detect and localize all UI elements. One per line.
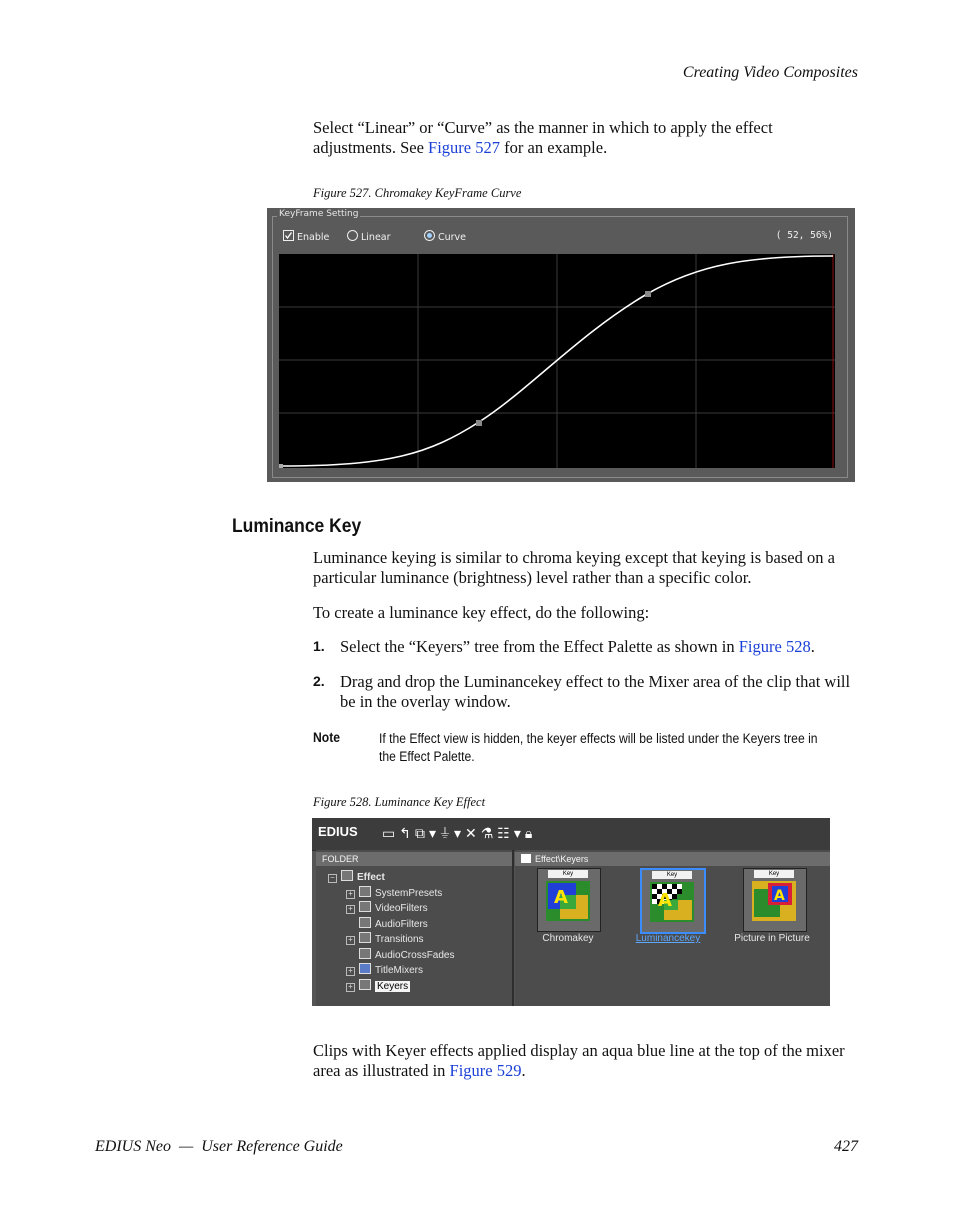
luminancekey-thumbnail-icon bbox=[650, 882, 694, 922]
checkbox-checked-icon bbox=[283, 230, 294, 241]
figure-527-link[interactable]: Figure 527 bbox=[428, 138, 500, 157]
curve-label: Curve bbox=[438, 232, 467, 243]
closing-text-after: . bbox=[521, 1061, 526, 1080]
effect-tag: Key bbox=[548, 870, 588, 878]
folder-icon bbox=[359, 917, 371, 928]
picture-in-picture-effect-tile[interactable] bbox=[743, 868, 807, 932]
tree-item-keyers[interactable] bbox=[328, 979, 454, 995]
footer-title: EDIUS Neo — User Reference Guide bbox=[95, 1138, 343, 1155]
intro-text-after: for an example. bbox=[500, 138, 608, 157]
expand-icon[interactable]: + bbox=[346, 967, 355, 976]
figure-529-link[interactable]: Figure 529 bbox=[449, 1061, 522, 1080]
keyframe-handle-1 bbox=[476, 420, 482, 426]
tree-item-label: VideoFilters bbox=[375, 903, 428, 914]
up-folder-icon[interactable]: ↰ bbox=[399, 826, 415, 842]
folder-icon bbox=[359, 948, 371, 959]
effect-icon[interactable]: ⚗ bbox=[480, 826, 498, 842]
folder-icon bbox=[359, 901, 371, 912]
path-header bbox=[515, 852, 830, 866]
delete-icon[interactable]: ✕ bbox=[465, 826, 481, 842]
luminancekey-label: Luminancekey bbox=[635, 933, 701, 944]
tree-item-videofilters[interactable] bbox=[328, 901, 454, 917]
step-1-text-before: Select the “Keyers” tree from the Effect Palette as shown in bbox=[340, 637, 739, 656]
svg-text:A: A bbox=[774, 888, 785, 904]
picture-in-picture-thumbnail-icon bbox=[752, 881, 796, 921]
closing-text-before: Clips with Keyer effects applied display an aqua blue line at the top of the mixer area as illustrated in bbox=[313, 1041, 845, 1080]
section-paragraph-1: Luminance keying is similar to chroma keying except that keying is based on a particular luminance (brightness) level rather than a specific color. bbox=[313, 548, 835, 587]
tree-item-effect[interactable] bbox=[328, 870, 454, 886]
linear-label: Linear bbox=[361, 232, 391, 243]
folder-view-icon[interactable]: ▭ bbox=[382, 826, 400, 842]
figure-528-link[interactable]: Figure 528 bbox=[738, 637, 811, 656]
running-head: Creating Video Composites bbox=[682, 64, 858, 81]
title-folder-icon bbox=[359, 963, 371, 974]
tree-item-audiofilters[interactable] bbox=[328, 917, 454, 933]
figure-528-caption: Figure 528. Luminance Key Effect bbox=[313, 795, 486, 809]
edius-logo: EDIUS bbox=[318, 824, 358, 839]
enable-label: Enable bbox=[297, 232, 330, 243]
effect-tag: Key bbox=[652, 871, 692, 879]
linear-radio[interactable] bbox=[347, 230, 391, 243]
svg-text:A: A bbox=[554, 887, 568, 908]
intro-paragraph bbox=[313, 118, 858, 158]
tree-item-titlemixers[interactable] bbox=[328, 963, 454, 979]
step-number: 2. bbox=[313, 673, 325, 689]
step-1-text-after: . bbox=[810, 637, 815, 656]
tree-item-label: AudioFilters bbox=[375, 918, 428, 930]
step-number: 1. bbox=[313, 638, 325, 654]
expand-icon[interactable]: + bbox=[346, 890, 355, 899]
keyframe-group-label: KeyFrame Setting bbox=[279, 209, 359, 219]
tree-item-systempresets[interactable] bbox=[328, 886, 454, 902]
view-mode-icon[interactable]: ☷▾ bbox=[497, 826, 525, 842]
folder-header: FOLDER bbox=[316, 852, 512, 866]
chromakey-effect-tile[interactable] bbox=[537, 868, 601, 932]
collapse-icon[interactable]: − bbox=[328, 874, 337, 883]
expand-icon[interactable]: + bbox=[346, 905, 355, 914]
enable-checkbox[interactable] bbox=[283, 230, 329, 243]
path-header-text: Effect\Keyers bbox=[535, 854, 589, 864]
tree-item-label: TitleMixers bbox=[375, 965, 423, 976]
keyframe-start-point bbox=[279, 464, 283, 468]
tree-item-label: Keyers bbox=[377, 980, 409, 992]
section-paragraph-2: To create a luminance key effect, do the following: bbox=[313, 603, 650, 622]
section-heading: Luminance Key bbox=[232, 516, 362, 537]
tree-item-label: Transitions bbox=[375, 934, 424, 945]
effect-palette-window bbox=[312, 818, 830, 1006]
intro-text-before: Select “Linear” or “Curve” as the manner in which to apply the effect adjustments. See bbox=[313, 118, 773, 157]
note-label: Note bbox=[313, 730, 340, 745]
page-number: 427 bbox=[834, 1138, 858, 1155]
picture-in-picture-label: Picture in Picture bbox=[734, 933, 810, 944]
lock-icon[interactable]: 🔒︎ bbox=[524, 826, 537, 842]
tree-item-label: Effect bbox=[357, 872, 385, 883]
keyframe-setting-panel bbox=[267, 208, 855, 482]
radio-icon bbox=[347, 230, 358, 241]
folder-icon bbox=[521, 854, 531, 863]
toolbar-icons bbox=[382, 826, 536, 842]
folder-icon bbox=[359, 932, 371, 943]
tree-item-transitions[interactable] bbox=[328, 932, 454, 948]
radio-selected-icon bbox=[424, 230, 435, 241]
curve-radio[interactable] bbox=[424, 230, 466, 243]
expand-icon[interactable]: + bbox=[346, 983, 355, 992]
tree-item-label: AudioCrossFades bbox=[375, 949, 455, 961]
chromakey-thumbnail-icon bbox=[546, 881, 590, 921]
step-2-text: Drag and drop the Luminancekey effect to the Mixer area of the clip that will be in the overlay window. bbox=[340, 672, 851, 711]
tree-item-audiocrossfades[interactable] bbox=[328, 948, 454, 964]
keyframe-handle-2 bbox=[645, 291, 651, 297]
coordinate-readout: ( 52, 56%) bbox=[775, 230, 833, 241]
folder-open-icon bbox=[341, 870, 353, 881]
folder-pane bbox=[316, 850, 514, 1006]
apply-icon[interactable]: ⏚▾ bbox=[440, 826, 465, 842]
closing-paragraph bbox=[313, 1041, 858, 1081]
expand-icon[interactable]: + bbox=[346, 936, 355, 945]
folder-icon bbox=[359, 886, 371, 897]
chromakey-label: Chromakey bbox=[542, 933, 594, 944]
effect-tag: Key bbox=[754, 870, 794, 878]
svg-text:A: A bbox=[658, 890, 672, 911]
keyframe-curve-graph[interactable] bbox=[279, 254, 835, 468]
luminancekey-effect-tile[interactable] bbox=[640, 868, 706, 934]
note-text: If the Effect view is hidden, the keyer effects will be listed under the Keyers tree in the Effect Palette. bbox=[379, 731, 818, 764]
copy-icon[interactable]: ⧉▾ bbox=[414, 826, 440, 842]
figure-527-caption: Figure 527. Chromakey KeyFrame Curve bbox=[313, 186, 522, 200]
folder-icon bbox=[359, 979, 371, 990]
palette-toolbar bbox=[312, 818, 830, 851]
tree-item-label: SystemPresets bbox=[375, 887, 443, 899]
folder-tree bbox=[328, 870, 454, 994]
